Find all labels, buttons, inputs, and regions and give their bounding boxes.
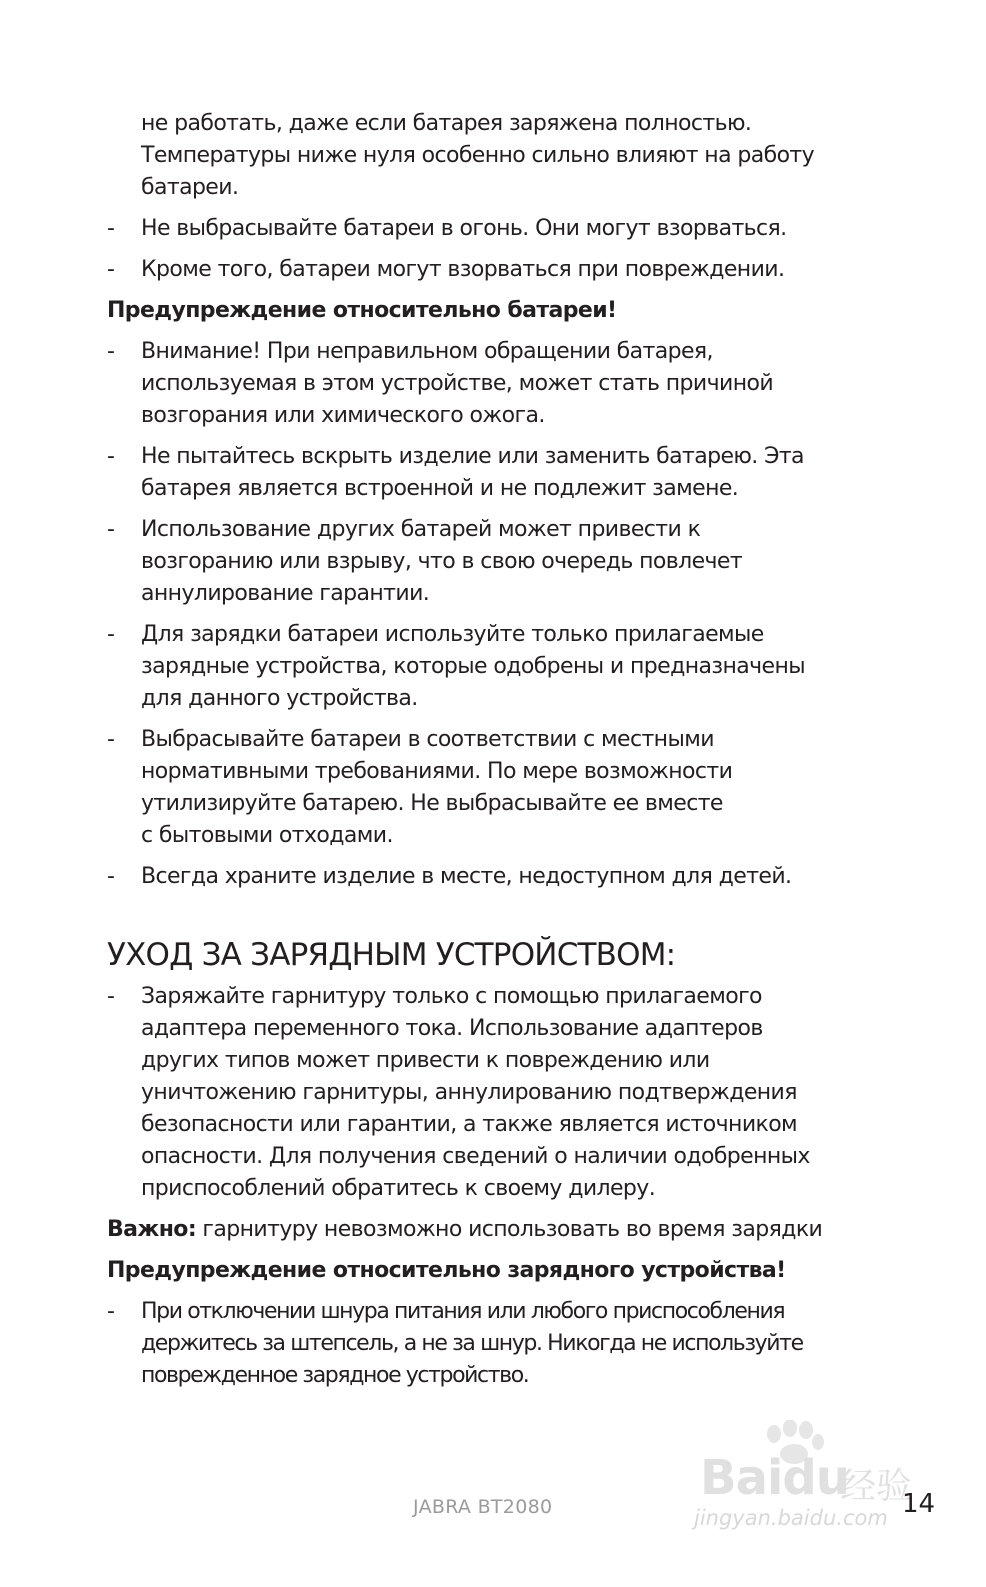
text-line: возгоранию или взрыву, что в свою очередь повлечет — [141, 549, 743, 574]
text-line: батареи. — [141, 175, 239, 200]
note-text: гарнитуру невозможно использовать во время зарядки — [196, 1217, 823, 1242]
watermark-cn-text: 经验 — [840, 1466, 913, 1507]
text-line: Не выбрасывайте батареи в огонь. Они могут взорваться. — [141, 216, 787, 241]
list-item — [107, 981, 877, 1205]
list-item — [107, 213, 877, 245]
watermark-url: jingyan.baidu.com — [694, 1506, 888, 1530]
text-line: уничтожению гарнитуры, аннулированию подтверждения — [141, 1080, 797, 1105]
list-item — [107, 861, 877, 893]
text-line: аннулирование гарантии. — [141, 581, 430, 606]
text-line: возгорания или химического ожога. — [141, 403, 545, 428]
list-item — [107, 1296, 877, 1392]
text-line: не работать, даже если батарея заряжена полностью. — [141, 111, 752, 136]
list-item — [107, 336, 877, 432]
bullet-dash: - — [107, 444, 115, 469]
text-line: Всегда храните изделие в месте, недоступном для детей. — [141, 864, 792, 889]
text-line: держитесь за штепсель, а не за шнур. Никогда не используйте — [141, 1331, 803, 1356]
text-line: нормативными требованиями. По мере возможности — [141, 759, 733, 784]
bullet-dash: - — [107, 1299, 114, 1324]
text-line: приспособлений обратитесь к своему дилеру. — [141, 1176, 656, 1201]
note-label: Важно: — [107, 1217, 197, 1242]
list-item — [107, 724, 877, 852]
list-item — [107, 514, 877, 610]
bullet-dash: - — [107, 984, 115, 1009]
text-line: При отключении шнура питания или любого приспособления — [141, 1299, 785, 1324]
text-line: поврежденное зарядное устройство. — [141, 1363, 529, 1388]
bullet-dash: - — [107, 517, 115, 542]
text-line: Не пытайтесь вскрыть изделие или заменить батарею. Эта — [141, 444, 804, 469]
text-line: безопасности или гарантии, а также является источником — [141, 1112, 798, 1137]
text-line: утилизируйте батарею. Не выбрасывайте ее вместе — [141, 791, 723, 816]
text-line: используемая в этом устройстве, может стать причиной — [141, 371, 774, 396]
bullet-dash: - — [107, 864, 115, 889]
battery-warning-heading: Предупреждение относительно батареи! — [107, 298, 617, 323]
charger-warning-heading: Предупреждение относительно зарядного устройства! — [107, 1258, 786, 1283]
text-line: опасности. Для получения сведений о наличии одобренных — [141, 1144, 810, 1169]
text-line: Температуры ниже нуля особенно сильно влияют на работу — [141, 143, 815, 168]
bullet-dash: - — [107, 216, 115, 241]
text-line: с бытовыми отходами. — [141, 823, 393, 848]
text-line: батарея является встроенной и не подлежит замене. — [141, 476, 739, 501]
watermark-logo-text: Baidu — [700, 1450, 849, 1506]
charger-section-title: УХОД ЗА ЗАРЯДНЫМ УСТРОЙСТВОМ: — [107, 937, 676, 973]
text-line: Внимание! При неправильном обращении батарея, — [141, 339, 713, 364]
text-line: Для зарядки батареи используйте только прилагаемые — [141, 622, 764, 647]
list-item — [107, 441, 877, 505]
baidu-watermark — [690, 1420, 930, 1540]
text-line: Выбрасывайте батареи в соответствии с местными — [141, 727, 714, 752]
bullet-dash: - — [107, 257, 115, 282]
important-note — [107, 1214, 877, 1246]
text-line: Кроме того, батареи могут взорваться при повреждении. — [141, 257, 785, 282]
continued-paragraph — [107, 108, 877, 204]
bullet-dash: - — [107, 622, 115, 647]
text-line: для данного устройства. — [141, 686, 418, 711]
bullet-dash: - — [107, 727, 115, 752]
text-line: Заряжайте гарнитуру только с помощью прилагаемого — [141, 984, 762, 1009]
text-line: других типов может привести к повреждению или — [141, 1048, 710, 1073]
bullet-dash: - — [107, 339, 115, 364]
text-line: зарядные устройства, которые одобрены и предназначены — [141, 654, 806, 679]
text-line: Использование других батарей может привести к — [141, 517, 701, 542]
text-line: адаптера переменного тока. Использование адаптеров — [141, 1016, 763, 1041]
list-item — [107, 254, 877, 286]
footer-brand: JABRA BT2080 — [413, 1496, 553, 1518]
page-number: 14 — [902, 1489, 936, 1519]
page-content — [107, 108, 877, 1401]
list-item — [107, 619, 877, 715]
